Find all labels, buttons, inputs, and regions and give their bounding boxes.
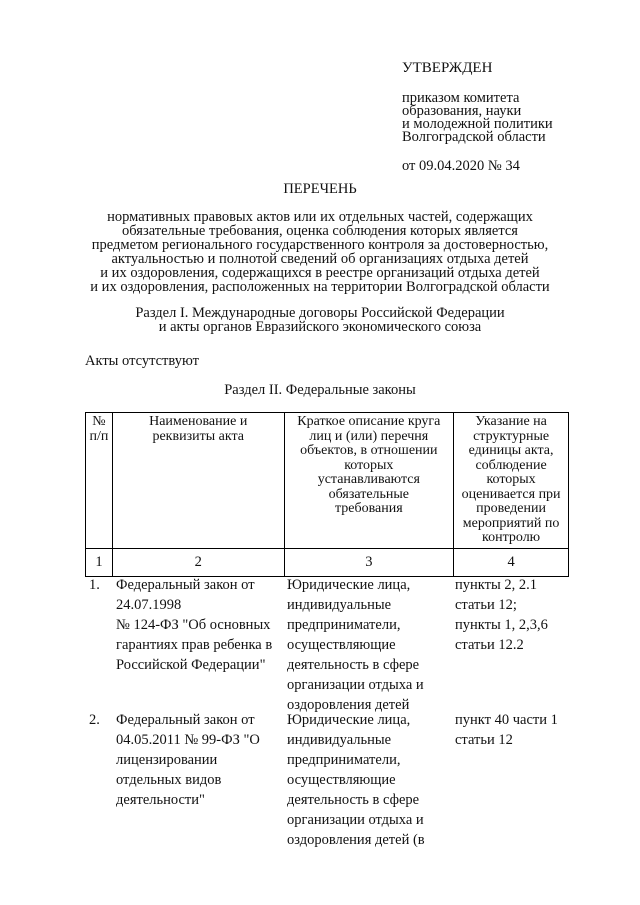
stamp-line: образования, науки [402,103,522,119]
section2-heading: Раздел II. Федеральные законы [224,382,416,398]
subtitle-line: обязательные требования, оценка соблюдения которых является [122,223,518,239]
subtitle-line: и их оздоровления, содержащихся в реестре организаций отдыха детей [100,265,540,281]
table-row-act: Федеральный закон от 24.07.1998 № 124-ФЗ "Об основных гарантиях прав ребенка в Российской Федерации" [116,577,273,673]
stamp-date-line: от 09.04.2020 № 34 [402,158,520,174]
subtitle-line: предметом регионального государственного контроля за достоверностью, [91,237,549,253]
table-row-description: Юридические лица, индивидуальные предприниматели, осуществляющие деятельность в сфере организации отдыха и оздоровления детей [287,577,424,713]
column-number-cell: 4 [454,548,569,576]
table-row-description: Юридические лица, индивидуальные предприниматели, осуществляющие деятельность в сфере организации отдыха и оздоровления детей (в [287,712,425,848]
subtitle-line: актуальностью и полнотой сведений об организациях отдыха детей [111,251,529,267]
section1-note: Акты отсутствуют [85,353,199,369]
document-title: ПЕРЕЧЕНЬ [283,181,357,197]
laws-table-header [85,412,569,577]
header-cell-description: Краткое описание круга лиц и (или) перечня объектов, в отношении которых устанавливаются обязательные требования [284,413,454,549]
section1-heading: и акты органов Евразийского экономического союза [158,319,482,335]
subtitle-line: и их оздоровления, расположенных на территории Волгоградской области [90,279,550,295]
table-row-units: пункты 2, 2.1 статьи 12; пункты 1, 2,3,6 статьи 12.2 [455,577,548,653]
table-row-units: пункт 40 части 1 статьи 12 [455,712,558,748]
table-row-number: 2. [89,712,100,728]
column-number-cell: 2 [112,548,284,576]
approved-heading: УТВЕРЖДЕН [402,60,493,76]
column-number-cell: 1 [86,548,113,576]
stamp-line: Волгоградской области [402,129,546,145]
section1-heading: Раздел I. Международные договоры Российской Федерации [135,305,505,321]
table-row-act: Федеральный закон от 04.05.2011 № 99-ФЗ "О лицензировании отдельных видов деятельности" [116,712,260,808]
column-number-cell: 3 [284,548,454,576]
header-cell-units: Указание на структурные единицы акта, соблюдение которых оценивается при проведении мероприятий по контролю [454,413,569,549]
stamp-line: приказом комитета [402,90,520,106]
table-row-number: 1. [89,577,100,593]
subtitle-line: нормативных правовых актов или их отдельных частей, содержащих [107,209,533,225]
header-cell-number: № п/п [86,413,113,549]
stamp-line: и молодежной политики [402,116,553,132]
header-cell-act: Наименование и реквизиты акта [112,413,284,549]
